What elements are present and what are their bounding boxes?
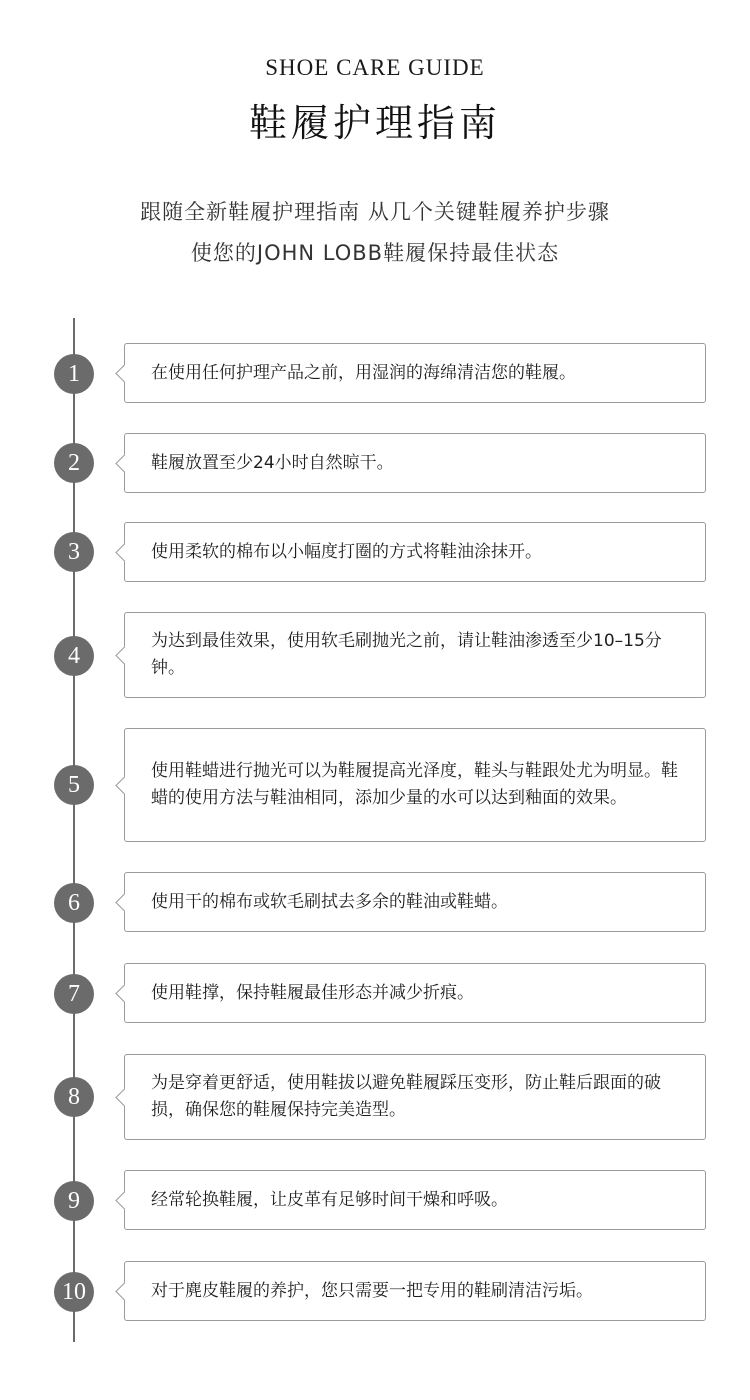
step-text-4: 为达到最佳效果，使用软毛刷抛光之前，请让鞋油渗透至少10–15分钟。 (151, 631, 662, 678)
step-text-10: 对于麂皮鞋履的养护，您只需要一把专用的鞋刷清洁污垢。 (151, 1280, 593, 1301)
step-number-5: 5 (54, 765, 94, 805)
page-title-english: SHOE CARE GUIDE (265, 55, 485, 80)
step-box-9 (124, 1170, 706, 1230)
step-text-2: 鞋履放置至少24小时自然晾干。 (151, 452, 394, 473)
step-text-9: 经常轮换鞋履，让皮革有足够时间干燥和呼吸。 (151, 1189, 508, 1210)
step-number-3: 3 (54, 532, 94, 572)
step-box-3 (124, 522, 706, 582)
step-box-6 (124, 872, 706, 932)
step-box-10 (124, 1261, 706, 1321)
page-title-chinese: 鞋履护理指南 (248, 101, 501, 145)
step-number-9: 9 (54, 1181, 94, 1221)
step-text-6: 使用干的棉布或软毛刷拭去多余的鞋油或鞋蜡。 (151, 891, 508, 912)
step-box-7 (124, 963, 706, 1023)
step-box-2 (124, 433, 706, 493)
intro-line-2: 使您的JOHN LOBB鞋履保持最佳状态 (190, 241, 560, 265)
step-number-1: 1 (54, 354, 94, 394)
step-number-8: 8 (54, 1077, 94, 1117)
step-text-7: 使用鞋撑，保持鞋履最佳形态并减少折痕。 (151, 982, 474, 1003)
step-number-6: 6 (54, 883, 94, 923)
step-box-5 (124, 728, 706, 842)
step-text-1: 在使用任何护理产品之前，用湿润的海绵清洁您的鞋履。 (151, 362, 576, 383)
intro-line-1: 跟随全新鞋履护理指南 从几个关键鞋履养护步骤 (140, 200, 610, 224)
step-number-10: 10 (54, 1272, 94, 1312)
step-box-8 (124, 1054, 706, 1140)
step-text-5: 使用鞋蜡进行抛光可以为鞋履提高光泽度，鞋头与鞋跟处尤为明显。鞋蜡的使用方法与鞋油相同，添加少量的水可以达到釉面的效果。 (151, 761, 678, 808)
step-text-8: 为是穿着更舒适，使用鞋拔以避免鞋履踩压变形，防止鞋后跟面的破损，确保您的鞋履保持完美造型。 (151, 1073, 661, 1120)
step-number-4: 4 (54, 636, 94, 676)
step-number-7: 7 (54, 974, 94, 1014)
step-text-3: 使用柔软的棉布以小幅度打圈的方式将鞋油涂抹开。 (151, 541, 542, 562)
step-number-2: 2 (54, 443, 94, 483)
step-box-1 (124, 343, 706, 403)
step-box-4 (124, 612, 706, 698)
